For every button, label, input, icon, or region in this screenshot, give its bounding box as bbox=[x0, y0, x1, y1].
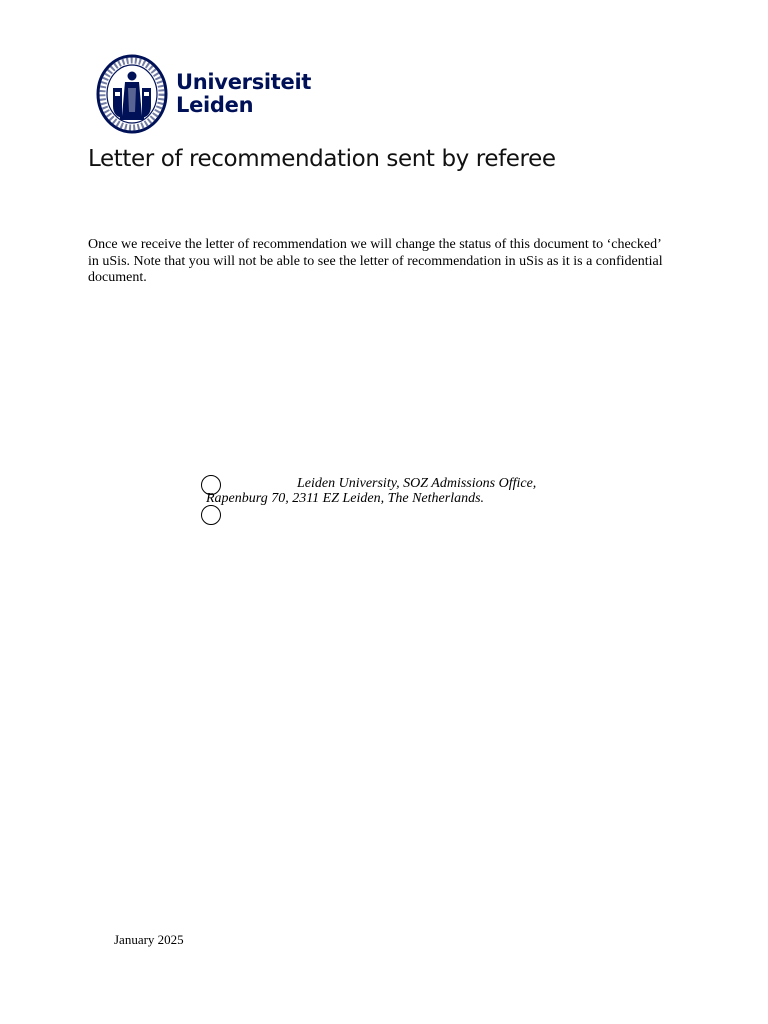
page-title: Letter of recommendation sent by referee bbox=[88, 146, 556, 172]
university-logo bbox=[96, 54, 311, 134]
address-line-2: Rapenburg 70, 2311 EZ Leiden, The Netherlands. bbox=[206, 491, 485, 506]
university-wordmark bbox=[176, 71, 311, 117]
document-date: January 2025 bbox=[114, 932, 184, 947]
university-seal-icon bbox=[96, 54, 168, 134]
wordmark-line-2: Leiden bbox=[176, 93, 254, 117]
circle-bullet-icon bbox=[201, 505, 221, 525]
address-line-1: Leiden University, SOZ Admissions Office, bbox=[297, 476, 537, 491]
wordmark-line-1: Universiteit bbox=[176, 70, 312, 94]
body-paragraph: Once we receive the letter of recommendation we will change the status of this document to ‘checked’ in uSis. Note that you will not be able to see the letter of recommendation in uSis as it is a confidential document. bbox=[88, 237, 663, 285]
address-block bbox=[201, 474, 601, 530]
